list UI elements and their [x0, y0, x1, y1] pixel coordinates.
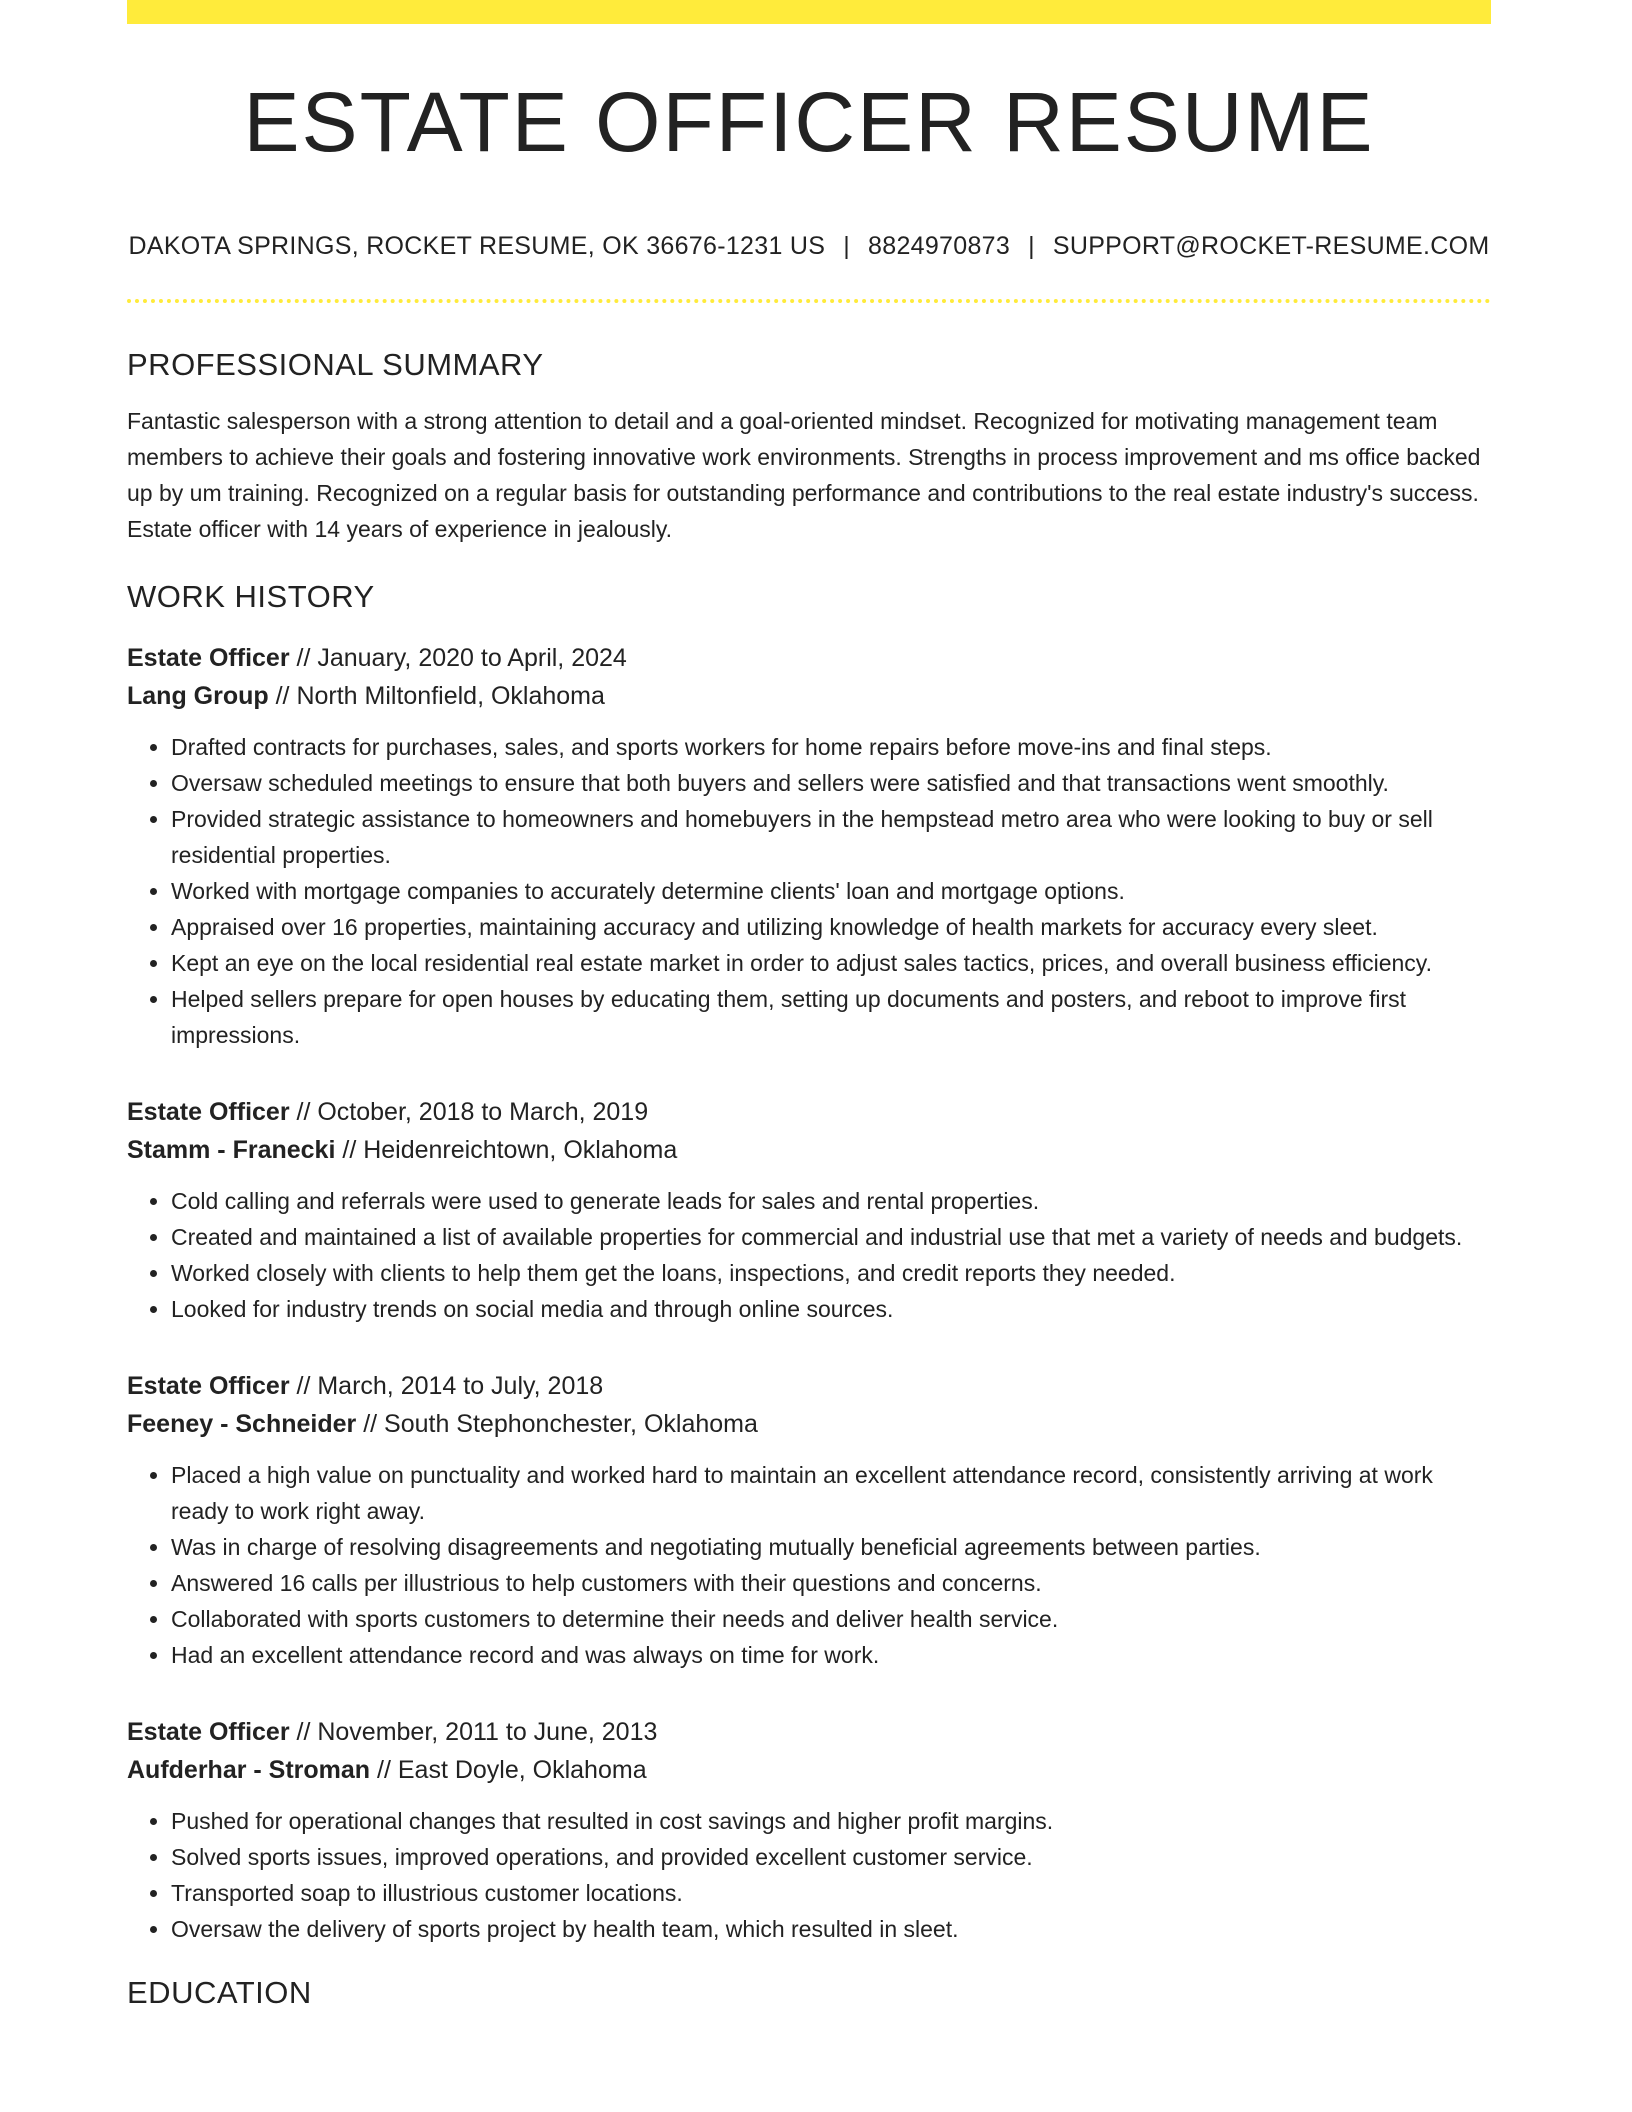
- job-location: // East Doyle, Oklahoma: [370, 1756, 647, 1784]
- job-company: Lang Group: [127, 682, 269, 710]
- job-bullet: • Transported soap to illustrious customer locations.: [171, 1875, 1491, 1911]
- job-bullet: • Looked for industry trends on social media and through online sources.: [171, 1291, 1491, 1327]
- contact-separator: |: [843, 232, 851, 260]
- job-bullet: • Oversaw the delivery of sports project by health team, which resulted in sleet.: [171, 1911, 1491, 1947]
- job-dates: // November, 2011 to June, 2013: [289, 1718, 658, 1746]
- job-location: // North Miltonfield, Oklahoma: [268, 682, 605, 710]
- job-role: Estate Officer: [127, 1372, 290, 1400]
- job-bullet: • Pushed for operational changes that resulted in cost savings and higher profit margins.: [171, 1803, 1491, 1839]
- job-bullet: • Kept an eye on the local residential real estate market in order to adjust sales tactics, prices, and overall business efficiency.: [171, 945, 1491, 981]
- job-dates: // March, 2014 to July, 2018: [289, 1372, 604, 1400]
- job-role-line: [127, 1093, 1491, 1131]
- job-bullet: • Collaborated with sports customers to determine their needs and deliver health service.: [171, 1601, 1491, 1637]
- job-company-line: [127, 1751, 1491, 1789]
- education-heading: EDUCATION: [127, 1975, 312, 2010]
- job-role: Estate Officer: [127, 644, 290, 672]
- dotted-divider: [127, 299, 1491, 303]
- job-bullet: • Created and maintained a list of available properties for commercial and industrial use that met a variety of needs and budgets.: [171, 1219, 1491, 1255]
- job-role-line: [127, 1367, 1491, 1405]
- job-entry: [127, 1713, 1491, 1947]
- job-entry: [127, 1093, 1491, 1327]
- job-role: Estate Officer: [127, 1098, 290, 1126]
- summary-heading: PROFESSIONAL SUMMARY: [127, 347, 544, 382]
- job-company-line: [127, 1405, 1491, 1443]
- contact-email: SUPPORT@ROCKET-RESUME.COM: [1052, 232, 1490, 260]
- job-company-line: [127, 677, 1491, 715]
- resume-title: ESTATE OFFICER RESUME: [243, 75, 1375, 169]
- job-bullets: [127, 1183, 1491, 1327]
- job-bullets: [127, 1803, 1491, 1947]
- job-company: Aufderhar - Stroman: [127, 1756, 371, 1784]
- contact-phone: 8824970873: [868, 232, 1011, 260]
- work-history-list: [127, 639, 1491, 1947]
- job-bullet: • Had an excellent attendance record and was always on time for work.: [171, 1637, 1491, 1673]
- job-bullet: • Solved sports issues, improved operations, and provided excellent customer service.: [171, 1839, 1491, 1875]
- job-bullet: • Cold calling and referrals were used to generate leads for sales and rental properties.: [171, 1183, 1491, 1219]
- job-role: Estate Officer: [127, 1718, 290, 1746]
- job-entry: [127, 1367, 1491, 1673]
- job-bullet: • Worked closely with clients to help them get the loans, inspections, and credit reports they needed.: [171, 1255, 1491, 1291]
- job-entry: [127, 639, 1491, 1053]
- summary-text: Fantastic salesperson with a strong attention to detail and a goal-oriented mindset. Recognized for motivating management team members to achieve their goals and fostering innovative work environments. Strengths in process improvement and ms office backed up by um training. Recognized on a regular basis for outstanding performance and contributions to the real estate industry's success. Estate officer with 14 years of experience in jealously.: [127, 408, 1481, 542]
- job-location: // South Stephonchester, Oklahoma: [356, 1410, 758, 1438]
- job-bullet: • Drafted contracts for purchases, sales, and sports workers for home repairs before move-ins and final steps.: [171, 729, 1491, 765]
- job-bullet: • Helped sellers prepare for open houses by educating them, setting up documents and posters, and reboot to improve first impressions.: [171, 981, 1491, 1053]
- contact-address: DAKOTA SPRINGS, ROCKET RESUME, OK 36676-1231 US: [128, 232, 826, 260]
- job-bullet: • Was in charge of resolving disagreements and negotiating mutually beneficial agreements between parties.: [171, 1529, 1491, 1565]
- job-role-line: [127, 639, 1491, 677]
- job-location: // Heidenreichtown, Oklahoma: [335, 1136, 678, 1164]
- work-history-heading: WORK HISTORY: [127, 579, 375, 614]
- job-bullet: • Worked with mortgage companies to accurately determine clients' loan and mortgage options.: [171, 873, 1491, 909]
- job-dates: // October, 2018 to March, 2019: [289, 1098, 649, 1126]
- job-role-line: [127, 1713, 1491, 1751]
- resume-page: [127, 0, 1491, 2011]
- job-bullets: [127, 729, 1491, 1053]
- job-bullet: • Oversaw scheduled meetings to ensure that both buyers and sellers were satisfied and that transactions went smoothly.: [171, 765, 1491, 801]
- job-bullet: • Answered 16 calls per illustrious to help customers with their questions and concerns.: [171, 1565, 1491, 1601]
- job-bullet: • Provided strategic assistance to homeowners and homebuyers in the hempstead metro area who were looking to buy or sell residential properties.: [171, 801, 1491, 873]
- job-bullet: • Placed a high value on punctuality and worked hard to maintain an excellent attendance record, consistently arriving at work ready to work right away.: [171, 1457, 1491, 1529]
- contact-separator: |: [1028, 232, 1035, 260]
- job-company: Stamm - Franecki: [127, 1136, 336, 1164]
- accent-top-bar: [127, 0, 1491, 24]
- job-company: Feeney - Schneider: [127, 1410, 357, 1438]
- job-company-line: [127, 1131, 1491, 1169]
- contact-line: [127, 232, 1491, 261]
- job-bullets: [127, 1457, 1491, 1673]
- job-bullet: • Appraised over 16 properties, maintaining accuracy and utilizing knowledge of health markets for accuracy every sleet.: [171, 909, 1491, 945]
- job-dates: // January, 2020 to April, 2024: [289, 644, 627, 672]
